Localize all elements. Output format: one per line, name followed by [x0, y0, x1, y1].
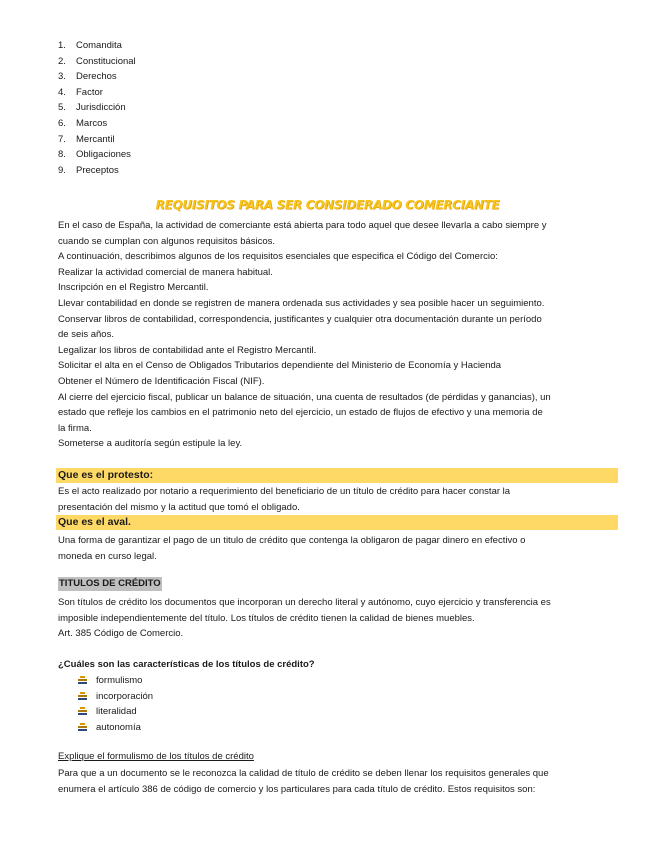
formulismo-paragraph — [58, 766, 624, 797]
text-line: Son títulos de crédito los documentos que incorporan un derecho literal y autónomo, cuyo ejercicio y transferencia es — [58, 597, 551, 608]
text-line: imposible independientemente del título. Los títulos de crédito tienen la calidad de bienes muebles. — [58, 612, 475, 624]
titulos-paragraph — [58, 595, 624, 642]
protesto-heading: Que es el protesto: — [58, 469, 154, 481]
list-item-label: Constitucional — [76, 55, 136, 67]
titulos-heading: TITULOS DE CRÉDITO — [59, 578, 161, 589]
list-item-label: Obligaciones — [76, 149, 131, 161]
book-stack-bullet-icon — [78, 707, 87, 715]
book-stack-bullet-icon — [78, 676, 87, 684]
list-item — [78, 689, 153, 705]
formulismo-heading: Explique el formulismo de los títulos de crédito — [58, 751, 254, 762]
list-number: 5. — [58, 102, 66, 114]
list-item — [58, 100, 136, 116]
book-stack-bullet-icon — [78, 723, 87, 731]
list-item-label: literalidad — [96, 706, 137, 717]
list-item — [58, 147, 136, 163]
aval-paragraph — [58, 533, 624, 564]
list-item-label: autonomía — [96, 721, 141, 733]
list-item — [78, 704, 153, 720]
list-item — [78, 720, 153, 736]
text-line: Una forma de garantizar el pago de un titulo de crédito que contenga la obligaron de pagar dinero en efectivo o — [58, 535, 526, 546]
text-line: Legalizar los libros de contabilidad ante el Registro Mercantil. — [58, 344, 317, 356]
list-number: 1. — [58, 40, 66, 51]
list-item — [58, 85, 136, 101]
list-item — [58, 163, 136, 179]
list-item — [58, 116, 136, 132]
list-number: 3. — [58, 71, 66, 83]
text-line: estado que refleje los cambios en el patrimonio neto del ejercicio, un estado de flujos de efectivo y una memoria de — [58, 407, 543, 419]
list-item — [58, 54, 136, 70]
list-number: 8. — [58, 149, 66, 161]
text-line: Llevar contabilidad en donde se registren de manera ordenada sus actividades y sea posible hacer un seguimiento. — [58, 297, 545, 309]
numbered-list — [58, 38, 136, 178]
list-item-label: formulismo — [96, 675, 143, 686]
list-item-label: Comandita — [76, 40, 122, 51]
text-line: presentación del mismo y la actitud que tomó el obligado. — [58, 501, 300, 513]
list-item-label: Jurisdicción — [76, 102, 126, 114]
text-line: Al cierre del ejercicio fiscal, publicar un balance de situación, una cuenta de resultados (de pérdidas y ganancias), un — [58, 391, 551, 403]
list-item-label: Preceptos — [76, 164, 119, 176]
caracteristicas-heading: ¿Cuáles son las características de los títulos de crédito? — [58, 659, 315, 670]
text-line: Es el acto realizado por notario a requerimiento del beneficiario de un título de crédito para hacer constar la — [58, 486, 511, 497]
aval-highlight-bar — [56, 515, 618, 530]
list-item — [78, 673, 153, 689]
book-stack-bullet-icon — [78, 692, 87, 700]
list-item-label: Marcos — [76, 117, 108, 129]
list-number: 4. — [58, 86, 66, 98]
list-item-label: incorporación — [96, 690, 154, 702]
list-item-label: Derechos — [76, 71, 117, 83]
list-number: 2. — [58, 55, 66, 67]
text-line: Inscripción en el Registro Mercantil. — [58, 282, 209, 294]
text-line: Conservar libros de contabilidad, correspondencia, justificantes y cualquier otra documentación durante un período — [58, 313, 542, 325]
text-line: Para que a un documento se le reconozca la calidad de título de crédito se deben llenar los requisitos generales que — [58, 768, 549, 779]
text-line: cuando se cumplan con algunos requisitos básicos. — [58, 235, 276, 247]
list-item — [58, 38, 136, 54]
requisitos-paragraph — [58, 218, 624, 452]
protesto-paragraph — [58, 484, 624, 515]
text-line: En el caso de España, la actividad de comerciante está abierta para todo aquel que desee llevarla a cabo siempre y — [58, 220, 547, 231]
list-number: 9. — [58, 164, 66, 176]
text-line: de seis años. — [58, 329, 114, 341]
list-item — [58, 132, 136, 148]
text-line: Realizar la actividad comercial de manera habitual. — [58, 266, 273, 278]
text-line: A continuación, describimos algunos de los requisitos esenciales que especifica el Código del Comercio: — [58, 251, 498, 263]
list-item — [58, 69, 136, 85]
list-item-label: Mercantil — [76, 133, 115, 145]
text-line: Solicitar el alta en el Censo de Obligados Tributarios dependiente del Ministerio de Economía y Hacienda — [58, 360, 502, 372]
text-line: Obtener el Número de Identificación Fiscal (NIF). — [58, 375, 265, 387]
text-line: la firma. — [58, 422, 92, 434]
list-item-label: Factor — [76, 86, 103, 98]
caracteristicas-list — [78, 673, 153, 735]
aval-heading: Que es el aval. — [58, 516, 131, 528]
text-line: enumera el artículo 386 de código de comercio y los particulares para cada título de crédito. Estos requisitos son: — [58, 783, 536, 795]
list-number: 6. — [58, 117, 66, 129]
section-title: REQUISITOS PARA SER CONSIDERADO COMERCIANTE — [155, 198, 500, 212]
text-line: moneda en curso legal. — [58, 550, 157, 562]
text-line: Someterse a auditoría según estipule la ley. — [58, 438, 243, 450]
list-number: 7. — [58, 133, 66, 145]
text-line: Art. 385 Código de Comercio. — [58, 628, 184, 640]
